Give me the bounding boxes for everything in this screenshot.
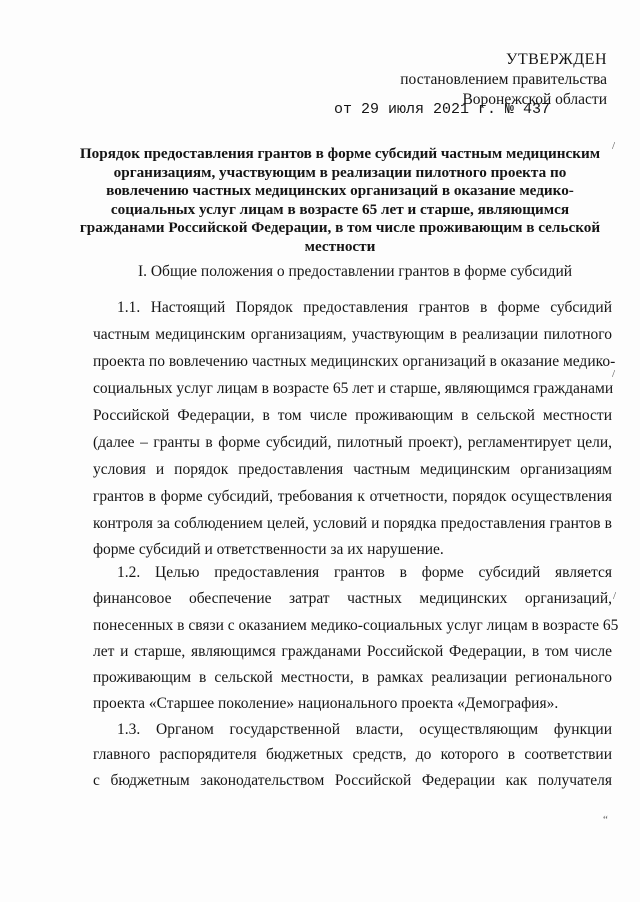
body-line: социальных услуг лицам в возрасте 65 лет и старше, являющимся гражданами [93, 380, 614, 397]
body-line: финансовое обеспечение затрат частных медицинских организаций, [93, 590, 612, 607]
scan-mark: / [612, 368, 616, 380]
body-line: условия и порядок предоставления частным медицинским организациям [93, 461, 612, 478]
title-line: организациям, участвующим в реализации пилотного проекта по [113, 163, 567, 181]
body-line: форме субсидий и ответственности за их нарушение. [93, 541, 444, 558]
body-line: 1.2. Целью предоставления грантов в форме субсидий является [117, 564, 612, 581]
approval-line-1: постановлением правительства [400, 71, 607, 88]
scan-mark: “ [603, 814, 608, 826]
title-line: социальных услуг лицам в возрасте 65 лет и старше, являющимся [110, 200, 570, 218]
body-line: контроля за соблюдением целей, условий и порядка предоставления грантов в [93, 515, 612, 532]
body-line: понесенных в связи с оказанием медико-социальных услуг лицам в возрасте 65 [93, 617, 619, 634]
approval-date: от 29 июля 2021 г. № 437 [333, 101, 550, 118]
body-line: Российской Федерации, в том числе проживающим в сельской местности [93, 407, 612, 424]
body-line: частным медицинским организациям, участвующим в реализации пилотного [93, 326, 612, 343]
scan-mark: / [612, 140, 616, 152]
title-line: местности [304, 237, 376, 255]
body-line: лет и старше, являющимся гражданами Российской Федерации, в том числе [93, 643, 612, 660]
title-line: вовлечению частных медицинских организаций в оказание медико- [106, 182, 574, 199]
title-line: гражданами Российской Федерации, в том числе проживающим в сельской [79, 219, 601, 236]
body-line: проекта «Старшее поколение» национального проекта «Демография». [93, 695, 559, 712]
approval-line-2: Воронежской области [462, 91, 607, 108]
title-line: Порядок предоставления грантов в форме субсидий частным медицинским [79, 145, 601, 162]
body-line: 1.1. Настоящий Порядок предоставления грантов в форме субсидий [117, 299, 612, 316]
body-line: грантов в форме субсидий, требования к отчетности, порядок осуществления [93, 488, 612, 505]
section-heading: I. Общие положения о предоставлении грантов в форме субсидий [137, 263, 573, 280]
body-line: главного распорядителя бюджетных средств, до которого в соответствии [93, 746, 612, 763]
body-line: с бюджетным законодательством Российской Федерации как получателя [93, 772, 612, 789]
body-line: проживающим в сельской местности, в рамках реализации регионального [93, 669, 612, 686]
body-line: 1.3. Органом государственной власти, осуществляющим функции [117, 721, 612, 738]
body-line: (далее – гранты в форме субсидий, пилотный проект), регламентирует цели, [93, 434, 612, 451]
approval-heading: УТВЕРЖДЕН [506, 51, 607, 68]
document-title [60, 145, 620, 256]
body-line: проекта по вовлечению частных медицинских организаций в оказание медико- [93, 353, 616, 370]
scan-mark: / [613, 590, 617, 602]
